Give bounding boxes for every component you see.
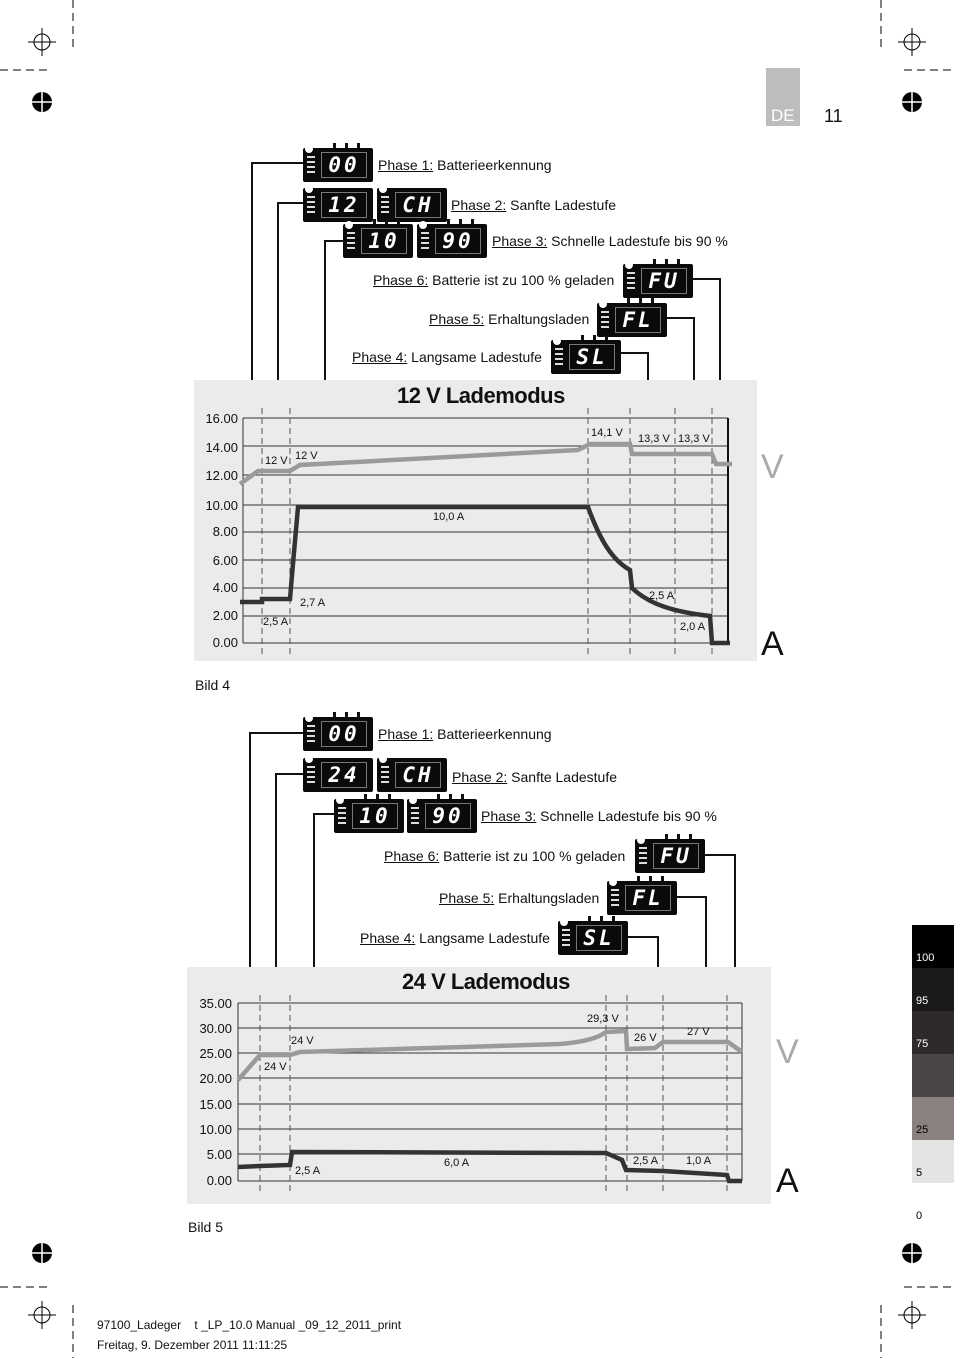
ytick: 0.00 bbox=[212, 635, 238, 650]
ytick: 10.00 bbox=[199, 1122, 232, 1137]
lcd-display-sl: SL bbox=[558, 921, 628, 955]
lcd-display-ch: CH bbox=[377, 758, 447, 792]
annotation: 14,1 V bbox=[591, 427, 623, 439]
lcd-display-ch: CH bbox=[377, 188, 447, 222]
color-swatch bbox=[912, 1054, 954, 1097]
lcd-display-90: 90 bbox=[417, 224, 487, 258]
ytick: 6.00 bbox=[212, 553, 238, 568]
phase-4-label: Phase 4: Langsame Ladestufe bbox=[360, 930, 550, 946]
phase-5-label: Phase 5: Erhaltungsladen bbox=[429, 311, 590, 327]
ytick: 8.00 bbox=[212, 524, 238, 539]
ytick: 15.00 bbox=[199, 1097, 232, 1112]
annotation: 24 V bbox=[291, 1035, 314, 1047]
phase-3-label: Phase 3: Schnelle Ladestufe bis 90 % bbox=[492, 233, 728, 249]
annotation: 2,5 A bbox=[263, 616, 289, 628]
color-swatch: 95 bbox=[912, 968, 954, 1011]
lcd-display-00: 00 bbox=[303, 717, 373, 751]
phase-6-label: Phase 6: Batterie ist zu 100 % geladen bbox=[384, 848, 626, 864]
lcd-display-90: 90 bbox=[407, 799, 477, 833]
voltage-axis-label: V bbox=[761, 448, 784, 486]
figure-caption: Bild 5 bbox=[188, 1219, 224, 1235]
color-swatch: 100 bbox=[912, 925, 954, 968]
ytick: 4.00 bbox=[212, 580, 238, 595]
phase-3-label: Phase 3: Schnelle Ladestufe bis 90 % bbox=[481, 808, 717, 824]
lcd-display-fu: FU bbox=[623, 264, 693, 298]
chart-12v-title: 12 V Lademodus bbox=[397, 383, 565, 408]
annotation: 10,0 A bbox=[433, 511, 465, 523]
chart-24v-title: 24 V Lademodus bbox=[402, 969, 570, 994]
ytick: 16.00 bbox=[205, 411, 238, 426]
language-label: DE bbox=[771, 106, 795, 125]
annotation: 2,5 A bbox=[649, 590, 675, 602]
print-slug-filename: 97100_Ladeger t _LP_10.0 Manual _09_12_2011_print bbox=[97, 1318, 402, 1332]
phase-4-label: Phase 4: Langsame Ladestufe bbox=[352, 349, 542, 365]
ytick: 12.00 bbox=[205, 468, 238, 483]
annotation: 13,3 V bbox=[678, 433, 710, 445]
page-number: 11 bbox=[824, 106, 843, 126]
ytick: 0.00 bbox=[206, 1173, 232, 1188]
phase-2-label: Phase 2: Sanfte Ladestufe bbox=[452, 769, 618, 785]
annotation: 6,0 A bbox=[444, 1157, 470, 1169]
lcd-display-fu: FU bbox=[635, 839, 705, 873]
ytick: 10.00 bbox=[205, 498, 238, 513]
annotation: 2,0 A bbox=[680, 621, 706, 633]
annotation: 12 V bbox=[295, 450, 318, 462]
phase-1-label: Phase 1: Batterieerkennung bbox=[378, 157, 552, 173]
annotation: 24 V bbox=[264, 1061, 287, 1073]
color-swatch: 75 bbox=[912, 1011, 954, 1054]
phase-1-label: Phase 1: Batterieerkennung bbox=[378, 726, 552, 742]
ytick: 5.00 bbox=[206, 1147, 232, 1162]
print-slug-date: Freitag, 9. Dezember 2011 11:11:25 bbox=[97, 1338, 288, 1352]
voltage-axis-label: V bbox=[776, 1033, 799, 1071]
phase-2-label: Phase 2: Sanfte Ladestufe bbox=[451, 197, 617, 213]
current-axis-label: A bbox=[776, 1162, 799, 1200]
lcd-display-10: 10 bbox=[343, 224, 413, 258]
lcd-display-24: 24 bbox=[303, 758, 373, 792]
lcd-display-fl: FL bbox=[607, 881, 677, 915]
annotation: 2,5 A bbox=[295, 1165, 321, 1177]
figure-caption: Bild 4 bbox=[195, 677, 231, 693]
annotation: 1,0 A bbox=[686, 1155, 712, 1167]
phase-5-label: Phase 5: Erhaltungsladen bbox=[439, 890, 600, 906]
lcd-display-sl: SL bbox=[551, 340, 621, 374]
annotation: 12 V bbox=[265, 455, 288, 467]
lcd-display-fl: FL bbox=[597, 303, 667, 337]
color-swatch: 5 bbox=[912, 1140, 954, 1183]
lcd-display-10: 10 bbox=[334, 799, 404, 833]
phase-6-label: Phase 6: Batterie ist zu 100 % geladen bbox=[373, 272, 615, 288]
ytick: 30.00 bbox=[199, 1021, 232, 1036]
ytick: 35.00 bbox=[199, 996, 232, 1011]
ytick: 25.00 bbox=[199, 1046, 232, 1061]
color-swatch: 25 bbox=[912, 1097, 954, 1140]
annotation: 2,5 A bbox=[633, 1155, 659, 1167]
annotation: 26 V bbox=[634, 1032, 657, 1044]
annotation: 29,3 V bbox=[587, 1013, 619, 1025]
ytick: 20.00 bbox=[199, 1071, 232, 1086]
ytick: 14.00 bbox=[205, 440, 238, 455]
lcd-display-00: 00 bbox=[303, 148, 373, 182]
color-swatch: 0 bbox=[912, 1183, 954, 1226]
annotation: 2,7 A bbox=[300, 597, 326, 609]
current-axis-label: A bbox=[761, 625, 784, 663]
annotation: 13,3 V bbox=[638, 433, 670, 445]
annotation: 27 V bbox=[687, 1026, 710, 1038]
ytick: 2.00 bbox=[212, 608, 238, 623]
lcd-display-12: 12 bbox=[303, 188, 373, 222]
